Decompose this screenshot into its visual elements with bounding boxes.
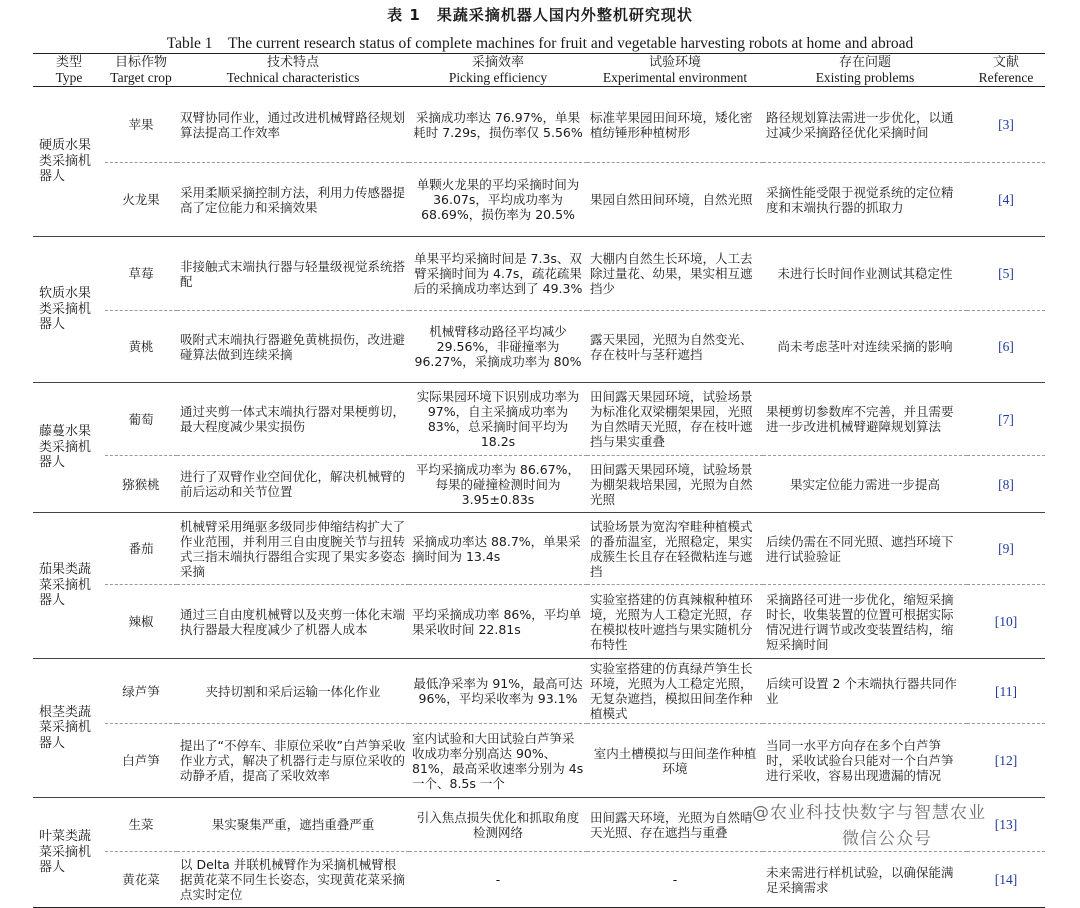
efficiency-cell: 最低净采率为 91%，最高可达 96%，平均采收率为 93.1% bbox=[413, 676, 583, 706]
environment-cell: 田间露天环境，光照为自然晴天光照、存在遮挡与重叠 bbox=[590, 809, 753, 840]
reference-link[interactable]: [7] bbox=[998, 411, 1014, 427]
crop-cell: 葡萄 bbox=[128, 411, 154, 427]
table-row bbox=[33, 513, 1045, 585]
reference-link[interactable]: [13] bbox=[994, 817, 1018, 832]
problem-cell: 后续可设置 2 个末端执行器共同作业 bbox=[766, 676, 957, 706]
problem-cell: 果梗剪切参数库不完善，并且需要进一步改进机械臂避障规划算法 bbox=[766, 404, 954, 434]
reference-link[interactable]: [3] bbox=[998, 117, 1014, 132]
efficiency-cell: 机械臂移动路径平均减少 29.56%，非碰撞率为 96.27%，采摘成功率为 80% bbox=[414, 324, 582, 369]
crop-cell: 猕猴桃 bbox=[122, 476, 160, 492]
crop-cell: 辣椒 bbox=[128, 614, 154, 629]
crop-cell: 草莓 bbox=[128, 266, 154, 281]
table-title-cn: 表 1 果蔬采摘机器人国内外整机研究现状 bbox=[387, 6, 693, 24]
table-row bbox=[33, 724, 1045, 798]
problem-cell: 后续仍需在不同光照、遮挡环境下进行试验验证 bbox=[766, 533, 954, 564]
tech-cell: 吸附式末端执行器避免黄桃损伤，改进避碰算法做到连续采摘 bbox=[180, 331, 406, 362]
header-reference: 文献 Reference bbox=[978, 55, 1034, 85]
environment-cell: 果园自然田间环境，自然光照 bbox=[590, 192, 753, 207]
environment-cell: 实验室搭建的仿真辣椒种植环境，光照为人工稳定光照，存在模拟枝叶遮挡与果实随机分布特性 bbox=[590, 591, 753, 652]
reference-link[interactable]: [5] bbox=[998, 266, 1014, 281]
environment-cell: 田间露天果园环境，试验场景为标准化双梁棚架果园，光照为自然晴天光照，存在枝叶遮挡与果实重叠 bbox=[590, 389, 753, 449]
environment-cell: 露天果园，光照为自然变光、存在枝叶与茎秆遮挡 bbox=[590, 331, 753, 362]
tech-cell: 以 Delta 并联机械臂作为采摘机械臂根据黄花菜不同生长姿态，实现黄花菜采摘点实时定位 bbox=[180, 857, 406, 902]
header-efficiency: 采摘效率 Picking efficiency bbox=[448, 55, 548, 85]
efficiency-cell: 平均采摘成功率为 86.67%，每果的碰撞检测时间为 3.95±0.83s bbox=[415, 461, 581, 507]
reference-link[interactable]: [8] bbox=[998, 476, 1014, 492]
environment-cell: 实验室搭建的仿真绿芦笋生长环境，光照为人工稳定光照，无复杂遮挡，模拟田间垄作种植模式 bbox=[590, 661, 753, 721]
type-cell: 叶菜类蔬菜采摘机器人 bbox=[39, 829, 92, 876]
environment-cell: 大棚内自然生长环境，人工去除过量花、幼果，果实相互遮挡少 bbox=[590, 251, 753, 296]
efficiency-cell: 采摘成功率达 88.7%，单果采摘时间为 13.4s bbox=[412, 533, 581, 564]
watermark-line-2: 微信公众号 bbox=[842, 829, 932, 849]
efficiency-cell: 实际果园环境下识别成功率为 97%，自主采摘成功率为 83%，总采摘时间平均为 18.2s bbox=[416, 389, 580, 449]
crop-cell: 黄花菜 bbox=[122, 872, 160, 887]
tech-cell: 提出了“不停车、非原位采收”白芦笋采收作业方式，解决了机器行走与原位采收的动静矛盾，提高了采收效率 bbox=[180, 738, 406, 783]
header-technical: 技术特点 Technical characteristics bbox=[226, 55, 360, 85]
environment-cell: - bbox=[672, 872, 678, 887]
problem-cell: 采摘路径可进一步优化，缩短采摘时长，收集装置的位置可根据实际情况进行调节或改变装置结构，缩短采摘时间 bbox=[766, 591, 954, 652]
crop-cell: 白芦笋 bbox=[122, 753, 160, 768]
type-cell: 藤蔓水果类采摘机器人 bbox=[39, 424, 92, 471]
header-problems: 存在问题 Existing problems bbox=[815, 55, 915, 85]
header-target-crop: 目标作物 Target crop bbox=[110, 55, 172, 85]
tech-cell: 通过三自由度机械臂以及夹剪一体化末端执行器最大程度减少了机器人成本 bbox=[180, 606, 406, 637]
reference-link[interactable]: [10] bbox=[994, 614, 1018, 629]
table-row bbox=[33, 585, 1045, 659]
reference-link[interactable]: [9] bbox=[998, 541, 1014, 556]
tech-cell: 采用柔顺采摘控制方法，利用力传感器提高了定位能力和采摘效果 bbox=[180, 184, 406, 215]
table-title-en: Table 1 The current research status of complete machines for fruit and vegetable harvesting robots at home and abroad bbox=[166, 35, 914, 52]
crop-cell: 生菜 bbox=[128, 817, 154, 832]
problem-cell: 未进行长时间作业测试其稳定性 bbox=[777, 266, 953, 281]
efficiency-cell: 室内试验和大田试验白芦笋采收成功率分别高达 90%、81%，最高采收速率分别为 4s 一个、8.5s 一个 bbox=[412, 730, 584, 791]
table-row bbox=[33, 237, 1045, 311]
problem-cell: 当同一水平方向存在多个白芦笋时，采收试验台只能对一个白芦笋进行采收，容易出现遗漏的情况 bbox=[766, 738, 954, 783]
table-row bbox=[33, 456, 1045, 513]
problem-cell: 采摘性能受限于视觉系统的定位精度和末端执行器的抓取力 bbox=[766, 184, 954, 215]
table-row bbox=[33, 163, 1045, 237]
efficiency-cell: 单颗火龙果的平均采摘时间为 36.07s，平均成功率为 68.69%，损伤率为 20.5% bbox=[416, 177, 580, 222]
tech-cell: 通过夹剪一体式末端执行器对果梗剪切，最大程度减少果实损伤 bbox=[180, 404, 406, 434]
reference-link[interactable]: [6] bbox=[998, 339, 1014, 354]
problem-cell: 未来需进行样机试验，以确保能满足采摘需求 bbox=[766, 864, 954, 895]
tech-cell: 机械臂采用绳驱多级同步伸缩结构扩大了作业范围，并利用三自由度腕关节与扭转式三指末端执行器组合实现了果实多姿态采摘 bbox=[180, 518, 406, 579]
header-environment: 试验环境 Experimental environment bbox=[602, 55, 748, 85]
watermark-line-1: @农业科技快数字与智慧农业 bbox=[752, 803, 986, 823]
crop-cell: 番茄 bbox=[128, 541, 154, 556]
table-row bbox=[33, 87, 1045, 163]
environment-cell: 标准苹果园田间环境，矮化密植纺锤形种植树形 bbox=[590, 109, 753, 140]
type-cell: 茄果类蔬菜采摘机器人 bbox=[39, 562, 92, 609]
efficiency-cell: 单果平均采摘时间是 7.3s、双臂采摘时间为 4.7s，疏花疏果后的采摘成功率达到了 49.3% bbox=[413, 251, 583, 296]
reference-link[interactable]: [14] bbox=[994, 872, 1018, 887]
reference-link[interactable]: [11] bbox=[995, 683, 1017, 699]
table-header-row bbox=[33, 54, 1045, 87]
problem-cell: 尚未考虑茎叶对连续采摘的影响 bbox=[777, 339, 953, 354]
research-status-table bbox=[33, 53, 1045, 908]
reference-link[interactable]: [12] bbox=[994, 753, 1018, 768]
type-cell: 根茎类蔬菜采摘机器人 bbox=[39, 704, 92, 751]
problem-cell: 路径规划算法需进一步优化，以通过减少采摘路径优化采摘时间 bbox=[766, 109, 954, 140]
tech-cell: 非接触式末端执行器与轻量级视觉系统搭配 bbox=[180, 258, 406, 289]
table-row bbox=[33, 852, 1045, 908]
type-cell: 软质水果类采摘机器人 bbox=[39, 286, 92, 333]
efficiency-cell: 采摘成功率达 76.97%，单果耗时 7.29s，损伤率仅 5.56% bbox=[413, 109, 583, 140]
table-row bbox=[33, 659, 1045, 724]
table-row bbox=[33, 311, 1045, 383]
crop-cell: 绿芦笋 bbox=[122, 683, 160, 699]
efficiency-cell: - bbox=[495, 872, 501, 887]
header-type: 类型 Type bbox=[55, 55, 83, 85]
crop-cell: 火龙果 bbox=[122, 192, 160, 207]
environment-cell: 室内土槽模拟与田间垄作种植环境 bbox=[593, 745, 757, 776]
crop-cell: 黄桃 bbox=[128, 339, 154, 354]
reference-link[interactable]: [4] bbox=[998, 192, 1014, 207]
table-row bbox=[33, 383, 1045, 456]
type-cell: 硬质水果类采摘机器人 bbox=[39, 138, 92, 185]
environment-cell: 试验场景为宽沟窄畦种植模式的番茄温室，光照稳定，果实成簇生长且存在轻微粘连与遮挡 bbox=[590, 518, 753, 579]
environment-cell: 田间露天果园环境，试验场景为棚架栽培果园，光照为自然光照 bbox=[590, 461, 753, 507]
tech-cell: 双臂协同作业，通过改进机械臂路径规划算法提高工作效率 bbox=[180, 109, 406, 140]
problem-cell: 果实定位能力需进一步提高 bbox=[789, 476, 940, 492]
crop-cell: 苹果 bbox=[128, 117, 154, 132]
tech-cell: 夹持切割和采后运输一体化作业 bbox=[205, 683, 381, 699]
tech-cell: 进行了双臂作业空间优化，解决机械臂的前后运动和关节位置 bbox=[180, 469, 406, 499]
tech-cell: 果实聚集严重，遮挡重叠严重 bbox=[211, 817, 375, 832]
efficiency-cell: 引入焦点损失优化和抓取角度检测网络 bbox=[416, 809, 580, 840]
efficiency-cell: 平均采摘成功率 86%，平均单果采收时间 22.81s bbox=[412, 606, 582, 637]
